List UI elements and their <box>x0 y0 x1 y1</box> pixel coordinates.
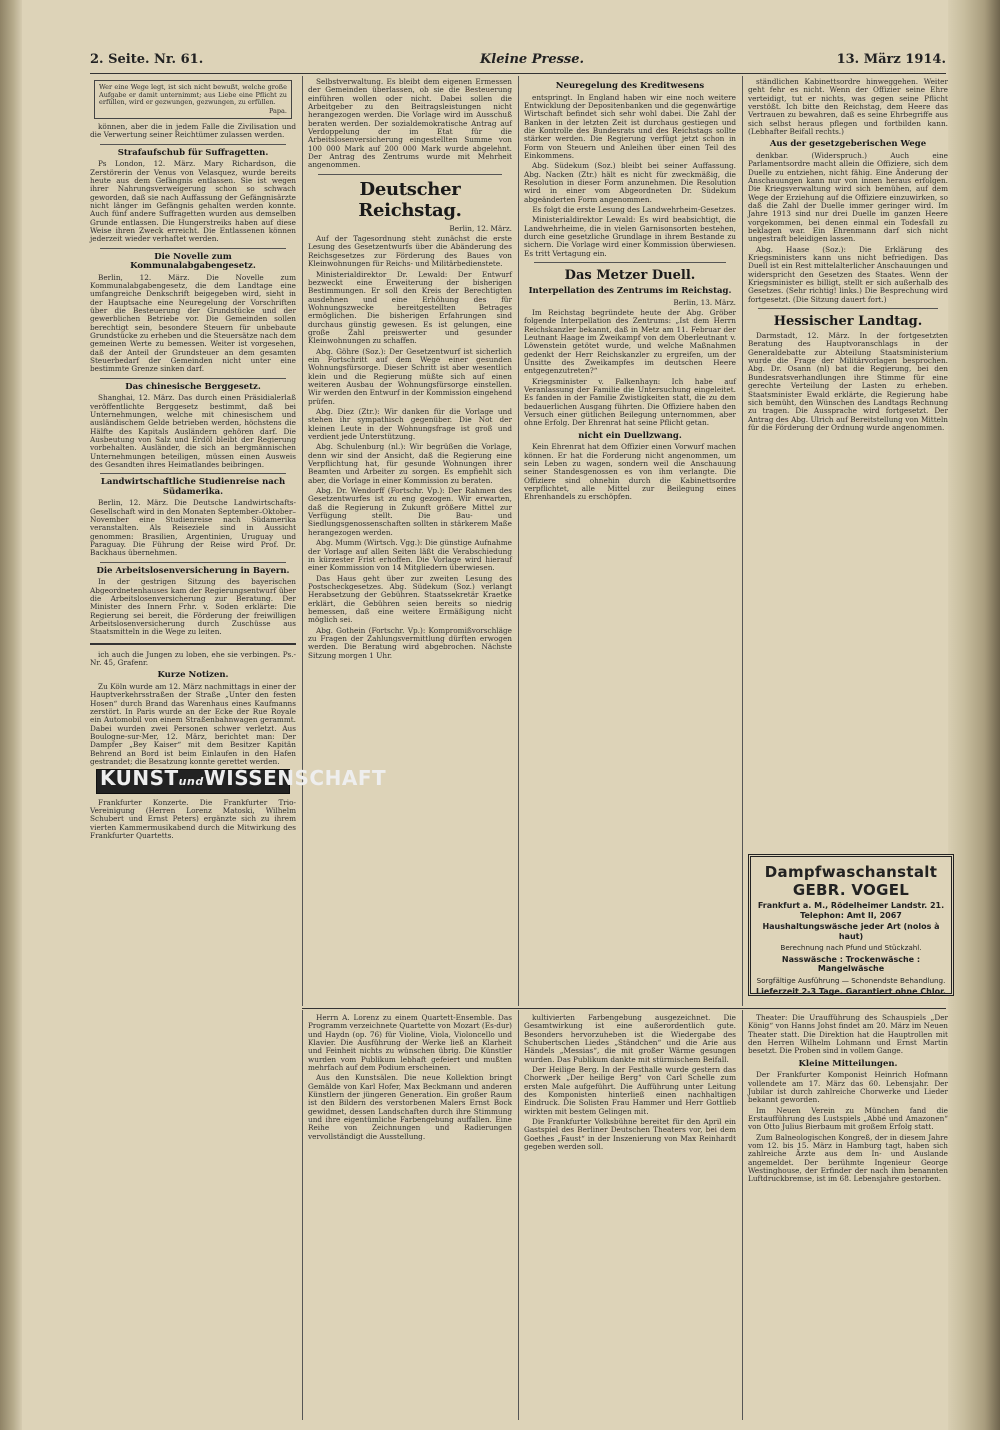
ad-line: Nasswäsche : Trockenwäsche : Mangelwäsche <box>781 954 921 973</box>
article-text: Im Neuen Verein zu München fand die Erstaufführung des Lustspiels „Abbé und Amazonen“ von Otto Julius Bierbaum mit großem Erfolg statt. <box>748 1105 948 1132</box>
article-separator <box>534 262 726 263</box>
article-text: ständlichen Kabinettsordre hinweggehen. Weiter geht fehr es nicht. Wenn der Offizier seine Ehre verteidigt, tut er nichts, was gegen seine Pflicht verstößt. Ich bitte den Reichstag, dem Heere das Vertrauen zu bewahren, daß es seine Ehrbegriffe aus sich selbst heraus pflegen und fortbilden kann. (Lebhafter Beifall rechts.) <box>748 77 948 137</box>
column-rule <box>742 76 743 1006</box>
column-rule <box>518 1010 519 1420</box>
article-subheading: Interpellation des Zentrums im Reichstag. <box>528 286 732 297</box>
article-subheading: nicht ein Duellzwang. <box>578 430 682 441</box>
ad-line: Lieferzeit 2-3 Tage. Garantiert ohne Chlor. <box>756 987 946 996</box>
article-text: Im Reichstag begründete heute der Abg. Gröber folgende Interpellation des Zentrums: „Ist dem Herrn Reichskanzler bekannt, daß in Metz am 11. Februar der Leutnant Haage im Zweikampf von dem Oberleutnant v. Löwenstein getötet wurde, und welche Maßnahmen gedenkt der Herr Reichskanzler zu ergreifen, um der Unsitte des Zweikampfes im deutschen Heere entgegenzutreten?“ <box>524 307 736 376</box>
article-text: Selbstverwaltung. Es bleibt dem eigenen Ermessen der Gemeinden überlassen, ob sie die Besteuerung einführen wollen oder nicht. Dabei sollen die Arbeitgeber zu den Beitragsleistungen nicht herangezogen werden. Die Vorlage wird im Ausschuß beraten werden. Der sozialdemokratische Antrag auf Verdoppelung der im Etat für die Arbeitslosenversicherung eingestellten Summe von 100 000 Mark auf 200 000 Mark wurde abgelehnt. Der Antrag des Zentrums wurde mit Mehrheit angenommen. <box>308 77 512 170</box>
banner-word: WISSENSCHAFT <box>203 766 387 791</box>
column-3 <box>524 78 736 1004</box>
article-separator <box>100 378 286 379</box>
banner-word: KUNST <box>100 766 179 791</box>
column-rule <box>302 76 303 1006</box>
column-2 <box>308 78 512 1004</box>
page-binding-edge <box>0 0 22 1430</box>
column-rule <box>518 76 519 1006</box>
banner-word: und <box>178 775 204 789</box>
article-text: Abg. Haase (Soz.): Die Erklärung des Kriegsministers kann uns nicht befriedigen. Das Duell ist ein Rest mittelalterlicher Anschauungen und widerspricht den Gesetzen des Staates. Wenn der Kriegsminister es billigt, stellt er sich außerhalb des Gesetzes. (Sehr richtig! links.) Die Besprechung wird fortgesetzt. (Die Sitzung dauert fort.) <box>748 244 948 304</box>
article-text: entspringt. In England haben wir eine noch weitere Entwicklung der Depositenbanken und die gegenwärtige Wirtschaft befindet sich sehr wohl dabei. Die Zahl der Banken in der letzten Zeit ist durchaus gestiegen und die Kontrolle des Bundesrats und des Reichstags sollte stärker werden. Die Regierung verfügt jetzt schon in Form von Steuern und Anleihen über einen Teil des Einkommens. <box>524 92 736 160</box>
article-subheading: Aus der gesetzgeberischen Wege <box>769 139 927 150</box>
page-stack-edge <box>948 0 1000 1430</box>
motto-signature: Papa. <box>268 106 287 115</box>
article-text: Zum Balneologischen Kongreß, der in diesem Jahre vom 12. bis 15. März in Hamburg tagt, haben sich zahlreiche Ärzte aus dem In- und Auslande angemeldet. Der berühmte Ingenieur George Westinghouse, der Erfinder der nach ihm benannten Luftdruckbremse, ist im 68. Lebensjahre gestorben. <box>748 1132 948 1184</box>
header-paper-title: Kleine Presse. <box>480 52 585 67</box>
article-heading-duell: Das Metzer Duell. <box>564 268 696 284</box>
section-heading-reichstag: Deutscher Reichstag. <box>358 178 462 221</box>
article-text: kultivierten Farbengebung ausgezeichnet. Die Gesamtwirkung ist eine außerordentlich gute. Besonders hervorzuheben ist die Wiedergabe des Schubertschen Liedes „Ständchen“ und die Arie aus Händels „Messias“, die mit großer Wärme gesungen wurden. Das Publikum dankte mit stürmischem Beifall. <box>524 1013 736 1064</box>
article-separator <box>100 473 286 474</box>
article-text: Die Frankfurter Volksbühne bereitet für den April ein Gastspiel des Berliner Deutschen Theaters vor, bei dem Goethes „Faust“ in der Inszenierung von Max Reinhardt gegeben werden soll. <box>524 1117 736 1152</box>
header-date: 13. März 1914. <box>836 52 946 67</box>
article-text: Ministerialdirektor Lewald: Es wird beabsichtigt, die Landwehrheime, die in vielen Garnisonsorten bestehen, durch eine gesetzliche Grundlage in ihrem Bestande zu sichern. Die Vorlage wird einer Kommission überwiesen. Es tritt Vertagung ein. <box>524 215 736 258</box>
header-rule <box>90 73 946 74</box>
article-text: Theater: Die Uraufführung des Schauspiels „Der König“ von Hanns Johst findet am 20. März im Neuen Theater statt. Die Direktion hat die Hauptrollen mit den Herren Wilhelm Lohmann und Ernst Martin besetzt. Die Proben sind in vollem Gange. <box>748 1013 948 1056</box>
article-text: Abg. Schulenburg (nl.): Wir begrüßen die Vorlage, denn wir sind der Ansicht, daß die Regierung eine Verpflichtung hat, für gesunde Wohnungen ihrer Beamten und Arbeiter zu sorgen. Es empfiehlt sich aber, die Vorlage in einer Kommission zu beraten. <box>308 442 512 485</box>
article-text: Ministerialdirektor Dr. Lewald: Der Entwurf bezweckt eine Erweiterung der bisherigen Bestimmungen. Er soll den Kreis der Berechtigten ausdehnen und eine Erhöhung des für Wohnungszwecke bereitgestellten Betrages ermöglichen. Die bisherigen Erfahrungen sind durchaus günstig gewesen. Es ist gelungen, eine große Zahl preiswerter und gesunder Kleinwohnungen zu schaffen. <box>308 269 512 346</box>
article-heading: Kleine Mitteilungen. <box>798 1058 898 1069</box>
article-text: Berlin, 12. März. Die Deutsche Landwirtschafts-Gesellschaft wird in den Monaten September–Oktober–November eine Studienreise nach Südamerika veranstalten. Als Reiseziele sind in Aussicht genommen: Brasilien, Argentinien, Uruguay und Paraguay. Die Führung der Reise wird Prof. Dr. Backhaus übernehmen. <box>90 498 296 558</box>
article-text: Abg. Mumm (Wirtsch. Vgg.): Die günstige Aufnahme der Vorlage auf allen Seiten läßt die Verabschiedung in kürzester Frist erhoffen. Die Vorlage wird hierauf einer Kommission von 14 Mitgliedern überwiesen. <box>308 538 512 573</box>
article-text: Darmstadt, 12. März. In der fortgesetzten Beratung des Hauptvoranschlags in der Generaldebatte zur Abteilung Staatsministerium wurde die Frage der Militärvorlagen besprochen. Abg. Dr. Osann (nl) bat die Regierung, bei den Bundesratsverhandlungen ihre Stimme für eine gerechte Verteilung der Lasten zu erheben. Staatsminister Ewald erklärte, die Regierung habe sich bemüht, den Wünschen des Landtags Rechnung zu tragen. Die Aussprache wird fortgesetzt. Der Antrag des Abg. Ulrich auf Bereitstellung von Mitteln für die Förderung der Ordnung wurde angenommen. <box>748 331 948 432</box>
column-3-bottom <box>524 1014 736 1420</box>
article-text: Zu Köln wurde am 12. März nachmittags in einer der Hauptverkehrsstraßen der Straße „Unter den festen Hosen“ durch Brand das Warenhaus eines Kaufmanns zerstört. In Paris wurde an der Ecke der Rue Royale ein Automobil von einem Straßenbahnwagen gerammt. Dabei wurden zwei Personen schwer verletzt. Aus Boulogne-sur-Mer, 12. März, berichtet man: Der Dampfer „Bey Kaiser“ mit dem Besitzer Kapitän Behrend an Bord ist beim Einlaufen in den Hafen gestrandet; die Besatzung konnte gerettet werden. <box>90 681 296 766</box>
article-text: Herrn A. Lorenz zu einem Quartett-Ensemble. Das Programm verzeichnete Quartette von Mozart (Es-dur) und Haydn (op. 76) für Violine, Viola, Violoncello und Klavier. Die Ausführung der Werke ließ an Klarheit und Feinheit nichts zu wünschen übrig. Die Künstler wurden vom Publikum lebhaft gefeiert und mußten mehrfach auf dem Podium erscheinen. <box>308 1013 512 1073</box>
article-text: Abg. Dr. Wendorff (Fortschr. Vp.): Der Rahmen des Gesetzentwurfes ist zu eng gezogen. Wir erwarten, daß die Regierung in Zukunft größere Mittel zur Verfügung stellt. Die Bau- und Siedlungsgenossenschaften sollten in stärkerem Maße herangezogen werden. <box>308 486 512 537</box>
ad-line: Haushaltungswäsche jeder Art (nolos à haut) <box>762 922 940 941</box>
article-text: ich auch die Jungen zu loben, ehe sie verbingen. Ps.-Nr. 45, Grafenr. <box>90 649 296 667</box>
article-text: Der Heilige Berg. In der Festhalle wurde gestern das Chorwerk „Der heilige Berg“ von Carl Schelle zum ersten Male aufgeführt. Die Aufführung unter Leitung des Komponisten hinterließ einen nachhaltigen Eindruck. Die Solisten Frau Hammer und Herr Gottlieb wirkten mit bestem Gelingen mit. <box>524 1065 736 1116</box>
dateline: Berlin, 13. März. <box>673 297 736 307</box>
article-text: Das Haus geht über zur zweiten Lesung des Postscheckgesetzes. Abg. Südekum (Soz.) verlangt Herabsetzung der Gebühren. Staatssekretär Kraetke erklärt, die Gebühren seien bereits so niedrig bemessen, daß eine weitere Ermäßigung nicht möglich sei. <box>308 573 512 625</box>
article-text: Aus den Kunstsälen. Die neue Kollektion bringt Gemälde von Karl Hofer, Max Beckmann und anderen Künstlern der jüngeren Generation. Ein großer Raum ist den Bildern des verstorbenen Malers Ernst Bock gewidmet, dessen Landschaften durch ihre Stimmung und ihre eigentümliche Farbengebung auffallen. Eine Reihe von Zeichnungen und Radierungen vervollständigt die Ausstellung. <box>308 1073 512 1141</box>
article-text: Abg. Südekum (Soz.) bleibt bei seiner Auffassung. Abg. Nacken (Ztr.) hält es nicht für zweckmäßig, die Resolution in dieser Form anzunehmen. Die Resolution wird in einer vom Abgeordneten Dr. Südekum abgeänderten Form angenommen. <box>524 161 736 204</box>
ad-title: Dampfwaschanstalt GEBR. VOGEL <box>764 863 938 899</box>
article-heading: Kurze Notizen. <box>157 670 229 681</box>
column-4-bottom <box>748 1014 948 1420</box>
ad-address: Frankfurt a. M., Rödelheimer Landstr. 21. Telephon: Amt II, 2067 <box>757 901 945 920</box>
column-2-bottom <box>308 1014 512 1420</box>
article-text: Kriegsminister v. Falkenhayn: Ich habe auf Veranlassung der Familie die Untersuchung eingeleitet. Es fanden in der Familie Zwistigkeiten statt, die zu dem bedauerlichen Ausgang führten. Die Offiziere haben den Versuch einer gütlichen Beilegung unternommen, aber ohne Erfolg. Der Ehrenrat hat seine Pflicht getan. <box>524 376 736 428</box>
article-text: Shanghai, 12. März. Das durch einen Präsidialerlaß veröffentlichte Berggesetz bestimmt, daß bei Unternehmungen, welche mit chinesischem und ausländischem Gelde betrieben werden, höchstens die Hälfte des Kapitals Ausländern gehören darf. Die Ausbeutung von Salz und Erdöl bleibt der Regierung vorbehalten. Ausländer, die sich an bergmännischen Unternehmungen beteiligen, müssen einen Ausweis des Gesandten ihres Heimatlandes beibringen. <box>90 393 296 469</box>
section-separator <box>90 643 296 645</box>
article-text: Abg. Gothein (Fortschr. Vp.): Kompromißvorschläge zu Fragen der Zahlungsvermittlung dürften erwogen werden. Die Beratung wird abgebrochen. Nächste Sitzung morgen 1 Uhr. <box>308 625 512 660</box>
article-text: Frankfurter Konzerte. Die Frankfurter Trio-Vereinigung (Herren Lorenz Matoski, Wilhelm Schubert und Ernst Peters) ergänzte sich zu ihrem vierten Kammermusikabend durch die Mitwirkung des Frankfurter Quartetts. <box>90 797 296 840</box>
article-separator <box>100 562 286 563</box>
article-heading: Neuregelung des Kreditwesens <box>555 81 705 91</box>
article-text: Ps London, 12. März. Mary Richardson, die Zerstörerin der Venus von Velasquez, wurde bereits heute aus dem Gefängnis entlassen. Sie ist wegen ihrer Nahrungsverweigerung schon so schwach geworden, daß sie nach Auffassung der Gefängnisärzte nicht länger im Gefängnis gehalten werden konnte. Auch fünf andere Suffragetten wurden aus demselben Grunde entlassen. Die Hungerstreiks haben auf diese Weise ihren Zweck erreicht. Die Entlassenen können jederzeit wieder verhaftet werden. <box>90 159 296 244</box>
article-heading: Die Arbeitslosenversicherung in Bayern. <box>96 565 290 576</box>
motto-box <box>94 80 292 119</box>
advertisement-vogel <box>748 854 954 996</box>
article-heading: Strafaufschub für Suffragetten. <box>117 147 269 158</box>
article-text: Berlin, 12. März. Die Novelle zum Kommunalabgabengesetz, die dem Landtage eine umfangreiche Denkschrift beigegeben wird, sieht in der Hauptsache eine Neuregelung der Vorschriften über die Besteuerung der Grundstücke und der gewerblichen Betriebe vor. Die Gemeinden sollen berechtigt sein, besondere Steuern für unbebaute Grundstücke zu erheben und die Steuersätze nach dem gemeinen Werte zu bemessen. Weiter ist vorgesehen, daß der Anteil der Grundsteuer an dem gesamten Steuerbedarf der Gemeinden nicht unter eine bestimmte Grenze sinken darf. <box>90 272 296 374</box>
article-separator <box>100 144 286 145</box>
article-heading: Landwirtschaftliche Studienreise nach Südamerika. <box>100 477 286 497</box>
header-page-number: 2. Seite. Nr. 61. <box>90 52 204 67</box>
column-rule <box>302 1010 303 1420</box>
article-text: Abg. Göhre (Soz.): Der Gesetzentwurf ist sicherlich ein Fortschritt auf dem Wege einer gesunden Wohnungsfürsorge. Dieser Schritt ist aber wesentlich klein und die Regierung müßte sich auf einen weiteren Ausbau der Wohnungsfürsorge einstellen. Wir werden den Entwurf in der Kommission eingehend prüfen. <box>308 346 512 406</box>
article-separator <box>100 248 286 249</box>
article-separator <box>318 174 502 175</box>
motto-text: Wer eine Wege legt, ist sich nicht bewußt, welche große Aufgabe er damit unternimmt; aus Liebe eine Pflicht zu erfüllen, wird er gezwungen, gezwungen, zu erfüllen. <box>99 83 287 106</box>
article-text: denkbar. (Widerspruch.) Auch eine Parlamentsordre macht allein die Offiziere, sich dem Duelle zu entziehen, nicht fähig. Eine Änderung der Anschauungen kann nur von innen heraus erfolgen. Die Kriegsverwaltung wird sich bemühen, auf dem Wege der Erziehung auf die Offiziere einzuwirken, so daß die Zahl der Duelle immer geringer wird. Im Jahre 1913 sind nur drei Duelle im ganzen Heere vorgekommen, bei denen einmal ein Todesfall zu beklagen war. Ein Ehrenmann darf sich nicht ungestraft beleidigen lassen. <box>748 150 948 244</box>
ad-line: Sorgfältige Ausführung — Schonendste Behandlung. <box>756 975 946 985</box>
column-rule <box>742 1010 743 1420</box>
article-heading: Das chinesische Berggesetz. <box>125 381 261 392</box>
dateline: Berlin, 12. März. <box>449 223 512 233</box>
article-text: Kein Ehrenrat hat dem Offizier einen Vorwurf machen können. Er hat die Forderung nicht angenommen, um sein Leben zu wagen, sondern weil die Anschauung seiner Standesgenossen es von ihm verlangte. Die Offiziere sind ohnehin durch die Kabinettsordre verpflichtet, alle Mittel zur Beilegung eines Ehrenhandels zu erschöpfen. <box>524 442 736 502</box>
section-rule <box>302 1008 946 1009</box>
article-text: In der gestrigen Sitzung des bayerischen Abgeordnetenhauses kam der Regierungsentwurf über die Arbeitslosenversicherung zur Beratung. Der Minister des Innern Frhr. v. Soden erklärte: Die Regierung sei bereit, die Förderung der freiwilligen Arbeitslosenversicherung durch Zuschüsse aus Staatsmitteln in die Wege zu leiten. <box>90 577 296 637</box>
article-heading-landtag: Hessischer Landtag. <box>773 314 923 330</box>
article-separator <box>758 308 938 309</box>
article-heading: Die Novelle zum Kommunalabgabengesetz. <box>130 251 256 272</box>
ad-line: Berechnung nach Pfund und Stückzahl. <box>780 943 922 952</box>
column-1 <box>90 78 387 1420</box>
article-text: Es folgt die erste Lesung des Landwehrheim-Gesetzes. <box>532 204 736 214</box>
kunst-wissenschaft-banner <box>96 766 387 793</box>
article-text: können, aber die in jedem Falle die Zivilisation und die Verwertung seiner Reichtümer zulassen werden. <box>90 122 296 140</box>
article-text: Auf der Tagesordnung steht zunächst die erste Lesung des Gesetzentwurfs über die Abänderung des Reichsgesetzes zur Förderung des Baues von Kleinwohnungen für Reichs- und Militärbedienstete. <box>308 234 512 269</box>
page-header <box>90 52 946 74</box>
column-4 <box>748 78 948 848</box>
article-text: Abg. Diez (Ztr.): Wir danken für die Vorlage und stehen ihr sympathisch gegenüber. Die Not der kleinen Leute in der Wohnungsfrage ist groß und verdient jede Unterstützung. <box>308 407 512 442</box>
article-text: Der Frankfurter Komponist Heinrich Hofmann vollendete am 17. März das 60. Lebensjahr. Der Jubilar ist durch zahlreiche Chorwerke und Lieder bekannt geworden. <box>748 1070 948 1105</box>
